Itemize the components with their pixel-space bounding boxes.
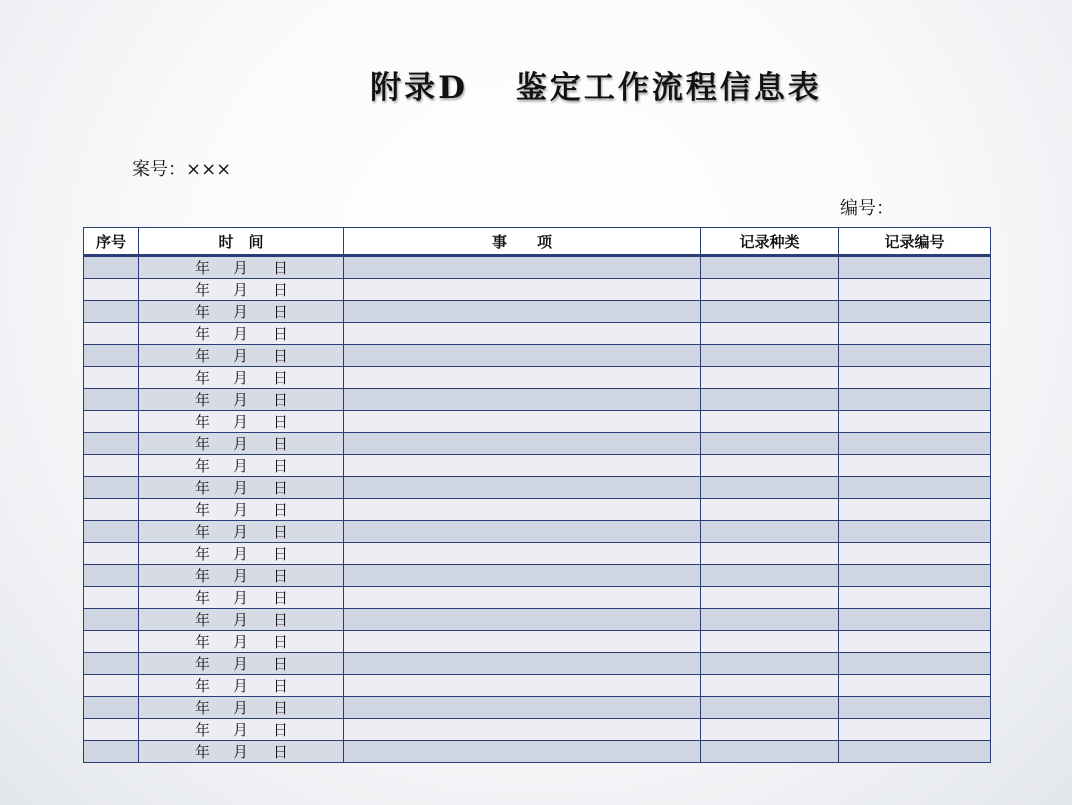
date-day: 日 [273,325,289,343]
table-row [84,279,991,301]
cell-index[interactable] [84,256,139,279]
date-year: 年 [195,523,211,541]
cell-record-type[interactable] [701,367,839,389]
table-row [84,256,991,279]
cell-index[interactable] [84,697,139,719]
table-row [84,697,991,719]
date-month: 月 [233,721,249,739]
date-month: 月 [233,567,249,585]
date-month: 月 [233,457,249,475]
date-month: 月 [233,523,249,541]
date-month: 月 [233,325,249,343]
date-day: 日 [273,369,289,387]
date-month: 月 [233,435,249,453]
date-placeholder [195,389,287,410]
cell-item[interactable] [344,455,701,477]
date-day: 日 [273,479,289,497]
date-month: 月 [233,677,249,695]
cell-record-number[interactable] [839,301,991,323]
cell-record-number[interactable] [839,345,991,367]
date-placeholder [195,257,287,278]
cell-time[interactable] [139,389,344,411]
cell-index[interactable] [84,345,139,367]
date-month: 月 [233,589,249,607]
cell-record-type[interactable] [701,455,839,477]
table-row [84,653,991,675]
date-month: 月 [233,633,249,651]
table-row [84,543,991,565]
cell-record-number[interactable] [839,367,991,389]
cell-index[interactable] [84,323,139,345]
date-month: 月 [233,391,249,409]
date-year: 年 [195,545,211,563]
cell-record-type[interactable] [701,411,839,433]
table-row [84,477,991,499]
cell-time[interactable] [139,631,344,653]
cell-item[interactable] [344,675,701,697]
cell-record-type[interactable] [701,697,839,719]
cell-index[interactable] [84,719,139,741]
cell-time[interactable] [139,697,344,719]
table-row [84,367,991,389]
page-title: 附录D 鉴定工作流程信息表 [370,70,822,106]
date-year: 年 [195,347,211,365]
date-day: 日 [273,655,289,673]
date-placeholder [195,455,287,476]
cell-index[interactable] [84,565,139,587]
table-row [84,521,991,543]
date-placeholder [195,499,287,520]
date-placeholder [195,411,287,432]
cell-item[interactable] [344,279,701,301]
date-placeholder [195,367,287,388]
cell-index[interactable] [84,587,139,609]
date-year: 年 [195,589,211,607]
cell-item[interactable] [344,256,701,279]
cell-record-type[interactable] [701,543,839,565]
cell-record-type[interactable] [701,741,839,763]
cell-index[interactable] [84,367,139,389]
cell-item[interactable] [344,653,701,675]
cell-record-number[interactable] [839,411,991,433]
date-month: 月 [233,743,249,761]
cell-record-number[interactable] [839,455,991,477]
date-year: 年 [195,677,211,695]
table-header-row [84,228,991,256]
cell-index[interactable] [84,675,139,697]
cell-record-type[interactable] [701,609,839,631]
date-day: 日 [273,721,289,739]
date-day: 日 [273,523,289,541]
cell-record-number[interactable] [839,521,991,543]
date-year: 年 [195,259,211,277]
date-year: 年 [195,611,211,629]
cell-item[interactable] [344,433,701,455]
cell-item[interactable] [344,499,701,521]
table-row [84,631,991,653]
cell-index[interactable] [84,411,139,433]
cell-index[interactable] [84,477,139,499]
cell-record-type[interactable] [701,587,839,609]
date-placeholder [195,279,287,300]
cell-index[interactable] [84,301,139,323]
cell-record-type[interactable] [701,631,839,653]
date-placeholder [195,323,287,344]
cell-index[interactable] [84,653,139,675]
cell-time[interactable] [139,741,344,763]
cell-time[interactable] [139,521,344,543]
date-day: 日 [273,391,289,409]
date-day: 日 [273,589,289,607]
cell-index[interactable] [84,741,139,763]
date-placeholder [195,741,287,762]
cell-record-type[interactable] [701,279,839,301]
cell-index[interactable] [84,499,139,521]
date-month: 月 [233,303,249,321]
date-month: 月 [233,479,249,497]
date-year: 年 [195,633,211,651]
cell-time[interactable] [139,279,344,301]
cell-record-type[interactable] [701,565,839,587]
table-row [84,345,991,367]
date-year: 年 [195,303,211,321]
date-year: 年 [195,435,211,453]
table-row [84,609,991,631]
cell-time[interactable] [139,477,344,499]
date-year: 年 [195,325,211,343]
date-year: 年 [195,699,211,717]
table-row [84,323,991,345]
date-placeholder [195,653,287,674]
header-index: 序号 [84,228,139,256]
cell-item[interactable] [344,741,701,763]
date-placeholder [195,675,287,696]
cell-record-number[interactable] [839,323,991,345]
table-row [84,741,991,763]
date-day: 日 [273,435,289,453]
date-placeholder [195,565,287,586]
table-row [84,565,991,587]
date-year: 年 [195,369,211,387]
header-item: 事 项 [344,228,701,256]
header-record-type: 记录种类 [701,228,839,256]
cell-index[interactable] [84,455,139,477]
workflow-table [83,227,991,763]
cell-index[interactable] [84,521,139,543]
cell-item[interactable] [344,543,701,565]
cell-index[interactable] [84,433,139,455]
table-row [84,411,991,433]
cell-time[interactable] [139,499,344,521]
case-number-label: 案号：××× [132,159,232,180]
date-month: 月 [233,699,249,717]
date-placeholder [195,631,287,652]
cell-record-type[interactable] [701,499,839,521]
date-year: 年 [195,567,211,585]
table-row [84,675,991,697]
date-day: 日 [273,413,289,431]
cell-time[interactable] [139,411,344,433]
cell-index[interactable] [84,609,139,631]
date-day: 日 [273,347,289,365]
table-row [84,719,991,741]
date-day: 日 [273,677,289,695]
cell-time[interactable] [139,587,344,609]
cell-time[interactable] [139,653,344,675]
date-month: 月 [233,545,249,563]
cell-record-type[interactable] [701,323,839,345]
cell-time[interactable] [139,433,344,455]
cell-record-number[interactable] [839,543,991,565]
table-row [84,389,991,411]
date-month: 月 [233,611,249,629]
date-year: 年 [195,413,211,431]
date-year: 年 [195,479,211,497]
date-placeholder [195,543,287,564]
cell-item[interactable] [344,521,701,543]
cell-time[interactable] [139,323,344,345]
date-month: 月 [233,501,249,519]
date-placeholder [195,477,287,498]
cell-item[interactable] [344,301,701,323]
cell-record-type[interactable] [701,433,839,455]
date-month: 月 [233,347,249,365]
date-day: 日 [273,611,289,629]
cell-item[interactable] [344,367,701,389]
date-year: 年 [195,743,211,761]
header-record-number: 记录编号 [839,228,991,256]
cell-record-number[interactable] [839,279,991,301]
cell-time[interactable] [139,455,344,477]
cell-item[interactable] [344,389,701,411]
cell-record-type[interactable] [701,653,839,675]
cell-record-type[interactable] [701,389,839,411]
cell-index[interactable] [84,279,139,301]
cell-record-type[interactable] [701,301,839,323]
table-row [84,455,991,477]
cell-time[interactable] [139,675,344,697]
cell-item[interactable] [344,587,701,609]
cell-record-number[interactable] [839,256,991,279]
date-month: 月 [233,655,249,673]
table-row [84,301,991,323]
cell-record-number[interactable] [839,675,991,697]
cell-record-type[interactable] [701,719,839,741]
cell-time[interactable] [139,609,344,631]
cell-record-number[interactable] [839,587,991,609]
cell-record-number[interactable] [839,609,991,631]
cell-time[interactable] [139,367,344,389]
serial-number-label: 编号： [840,198,894,219]
cell-item[interactable] [344,631,701,653]
cell-record-number[interactable] [839,565,991,587]
cell-record-number[interactable] [839,631,991,653]
date-day: 日 [273,281,289,299]
date-month: 月 [233,413,249,431]
date-day: 日 [273,259,289,277]
cell-item[interactable] [344,323,701,345]
cell-record-number[interactable] [839,697,991,719]
table-row [84,499,991,521]
cell-record-number[interactable] [839,477,991,499]
date-year: 年 [195,457,211,475]
date-month: 月 [233,281,249,299]
cell-item[interactable] [344,565,701,587]
cell-index[interactable] [84,543,139,565]
cell-record-number[interactable] [839,389,991,411]
date-placeholder [195,609,287,630]
date-year: 年 [195,655,211,673]
header-time: 时 间 [139,228,344,256]
date-placeholder [195,433,287,454]
cell-record-number[interactable] [839,499,991,521]
date-day: 日 [273,567,289,585]
cell-time[interactable] [139,345,344,367]
date-placeholder [195,587,287,608]
table-row [84,587,991,609]
cell-record-type[interactable] [701,345,839,367]
date-month: 月 [233,369,249,387]
table-row [84,433,991,455]
cell-record-number[interactable] [839,719,991,741]
date-day: 日 [273,501,289,519]
cell-index[interactable] [84,389,139,411]
date-placeholder [195,719,287,740]
cell-record-type[interactable] [701,477,839,499]
cell-time[interactable] [139,565,344,587]
date-year: 年 [195,281,211,299]
cell-item[interactable] [344,477,701,499]
cell-time[interactable] [139,543,344,565]
date-placeholder [195,301,287,322]
cell-item[interactable] [344,609,701,631]
cell-item[interactable] [344,697,701,719]
cell-record-type[interactable] [701,521,839,543]
date-year: 年 [195,501,211,519]
date-day: 日 [273,699,289,717]
cell-index[interactable] [84,631,139,653]
date-day: 日 [273,303,289,321]
date-placeholder [195,345,287,366]
cell-item[interactable] [344,345,701,367]
date-year: 年 [195,391,211,409]
cell-record-type[interactable] [701,256,839,279]
date-month: 月 [233,259,249,277]
cell-time[interactable] [139,719,344,741]
date-placeholder [195,521,287,542]
date-day: 日 [273,457,289,475]
cell-item[interactable] [344,719,701,741]
date-day: 日 [273,545,289,563]
cell-record-number[interactable] [839,653,991,675]
cell-record-number[interactable] [839,433,991,455]
date-placeholder [195,697,287,718]
cell-item[interactable] [344,411,701,433]
table-body [84,256,991,763]
cell-time[interactable] [139,301,344,323]
cell-time[interactable] [139,256,344,279]
date-day: 日 [273,743,289,761]
cell-record-type[interactable] [701,675,839,697]
cell-record-number[interactable] [839,741,991,763]
date-day: 日 [273,633,289,651]
date-year: 年 [195,721,211,739]
